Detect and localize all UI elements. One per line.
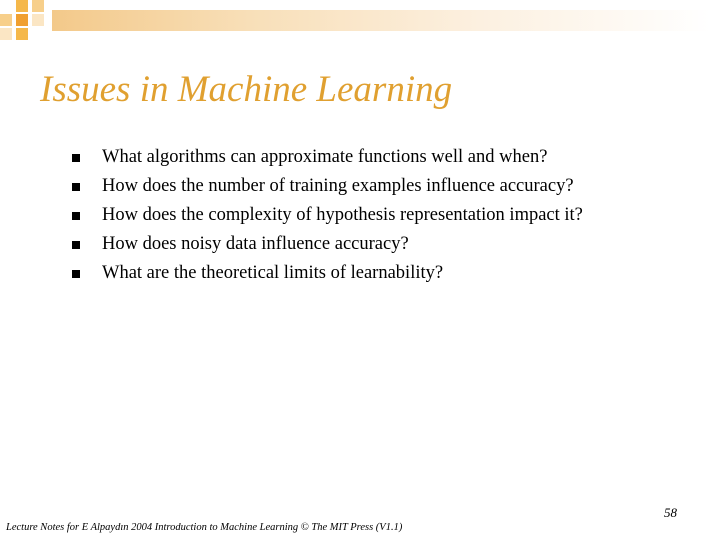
bullet-item xyxy=(72,172,583,201)
deco-square xyxy=(16,0,28,12)
square-bullet-icon xyxy=(72,270,80,278)
bullet-text: What algorithms can approximate functions well and when? xyxy=(102,147,548,167)
square-bullet-icon xyxy=(72,241,80,249)
deco-square xyxy=(0,28,12,40)
square-bullet-icon xyxy=(72,154,80,162)
square-bullet-icon xyxy=(72,212,80,220)
square-bullet-icon xyxy=(72,183,80,191)
header-band xyxy=(52,10,710,31)
bullet-item xyxy=(72,201,583,230)
slide-title: Issues in Machine Learning xyxy=(40,69,453,110)
deco-square xyxy=(32,14,44,26)
footer-credit: Lecture Notes for E Alpaydın 2004 Introduction to Machine Learning © The MIT Press (V1.1) xyxy=(6,522,403,533)
bullet-text: How does the complexity of hypothesis representation impact it? xyxy=(102,205,583,225)
deco-square xyxy=(16,14,28,26)
bullet-text: How does noisy data influence accuracy? xyxy=(102,234,409,254)
bullet-list xyxy=(72,143,583,288)
bullet-text: What are the theoretical limits of learnability? xyxy=(102,263,444,283)
bullet-item xyxy=(72,143,583,172)
page-number: 58 xyxy=(664,505,677,520)
bullet-text: How does the number of training examples influence accuracy? xyxy=(102,176,574,196)
deco-square xyxy=(16,28,28,40)
deco-square xyxy=(32,0,44,12)
bullet-item xyxy=(72,230,583,259)
bullet-item xyxy=(72,259,583,288)
deco-square xyxy=(0,14,12,26)
